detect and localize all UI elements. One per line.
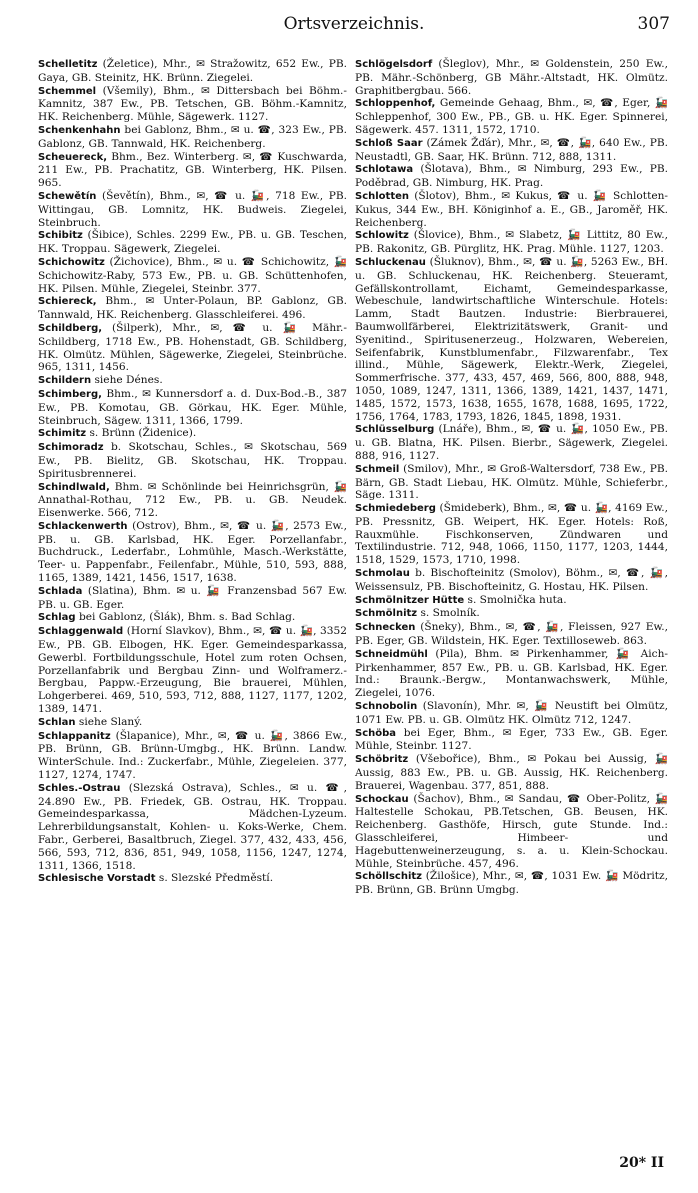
entry-text: (Žilošice), Mhr., ✉, ☎, 1031 Ew. 🚂 Mödritz, PB. Brünn, GB. Brünn Umgbg. (355, 870, 668, 897)
entry-text: (Slatina), Bhm. ✉ u. 🚂 Franzensbad 567 Ew. PB. u. GB. Eger. (38, 584, 347, 611)
entry-text: (Šneky), Bhm., ✉, ☎, 🚂, Fleissen, 927 Ew., PB. Eger, GB. Wildstein, HK. Eger. Textilloseweb. 863. (355, 621, 668, 648)
gazetteer-entry (38, 85, 347, 124)
gazetteer-entry (355, 229, 668, 256)
entry-headword: Schmeil (355, 463, 400, 475)
entry-text: s. Smolnička huta. (467, 593, 567, 606)
entry-headword: Schlögelsdorf (355, 59, 433, 70)
gazetteer-entry (355, 137, 668, 164)
gazetteer-entry (355, 700, 668, 727)
entry-headword: Schlackenwerth (38, 520, 128, 532)
gazetteer-entry (355, 502, 668, 567)
entry-text: (Všemily), Bhm., ✉ Dittersbach bei Böhm.-Kamnitz, 387 Ew., PB. Tetschen, GB. Böhm.-Kamnitz, HK. Reichenberg. Mühle, Sägewerk. 1127. (38, 84, 347, 124)
printer-signature: 20* II (619, 1155, 664, 1171)
entry-headword: Schmolau (355, 568, 410, 580)
entry-text: (Šilperk), Mhr., ✉, ☎ u. 🚂 Mähr.-Schildberg, 1718 Ew., PB. Hohenstadt, GB. Schildberg, HK. Olmütz. Mühlen, Sägewerke, Ziegelei, Steinbrüche. 965, 1311, 1456. (38, 321, 347, 374)
gazetteer-entry (355, 594, 668, 608)
right-column (355, 58, 668, 897)
entry-text: (Slavonín), Mhr. ✉, 🚂 Neustift bei Olmütz, 1071 Ew. PB. u. GB. Olmütz HK. Olmütz 712, 1247. (355, 700, 668, 726)
gazetteer-entry (38, 441, 347, 480)
gazetteer-entry (355, 793, 668, 871)
entry-text: (Ostrov), Bhm., ✉, ☎ u. 🚂, 2573 Ew., PB. u. GB. Karlsbad, HK. Eger. Porzellanfabr., Buchdruck., Lederfabr., Lohmühle, Masch.-Werkstätte, Teer- u. Pappenfabr., Feilenfabr., Mühle, 510, 593, 888, 1165, 1389, 1421, 1456, 1517, 1638. (38, 519, 348, 585)
entry-headword: Schibitz (38, 230, 83, 242)
gazetteer-entry (355, 423, 668, 462)
entry-headword: Schindlwald, (38, 481, 110, 493)
entry-text: (Žichovice), Bhm., ✉ u. ☎ Schichowitz, 🚂 Schichowitz-Raby, 573 Ew., PB. u. GB. Schüttenhofen, HK. Pilsen. Mühle, Ziegelei, Steinbr. 377. (38, 255, 347, 295)
gazetteer-entry (38, 374, 347, 388)
gazetteer-entry (38, 611, 347, 625)
entry-headword: Schluckenau (355, 256, 426, 268)
entry-text: bei Eger, Bhm., ✉ Eger, 733 Ew., GB. Eger. Mühle, Steinbr. 1127. (355, 726, 668, 753)
entry-text: (Všebořice), Bhm., ✉ Pokau bei Aussig, 🚂 Aussig, 883 Ew., PB. u. GB. Aussig, HK. Reichenberg. Brauerei, Wagenbau. 377, 851, 888. (355, 753, 669, 792)
entry-text: (Šibice), Schles. 2299 Ew., PB. u. GB. Teschen, HK. Troppau. Sägewerk, Ziegelei. (38, 229, 348, 256)
entry-headword: Schles.-Ostrau (38, 782, 121, 794)
entry-headword: Schneidmühl (355, 648, 428, 660)
entry-text: (Šmideberk), Bhm., ✉, ☎ u. 🚂, 4169 Ew., PB. Pressnitz, GB. Weipert, HK. Eger. Hotels: Roß, Rauxmühle. Fischkonserven, Zündwaren und Textilindustrie. 712, 948, 1066, 1150, 1177, 1203, 1444, 1518, 1529, 1573, 1710, 1998. (355, 502, 669, 567)
entry-text: (Smilov), Mhr., ✉ Groß-Waltersdorf, 738 Ew., PB. Bärn, GB. Stadt Liebau, HK. Olmütz. Mühle, Schieferbr., Säge. 1311. (355, 462, 668, 502)
entry-headword: Schmölnitz (355, 608, 418, 620)
entry-headword: Schnecken (355, 622, 416, 634)
entry-headword: Schemmel (38, 85, 97, 97)
entry-text: (Zámek Žďár), Mhr., ✉, ☎, 🚂, 640 Ew., PB. Neustadtl, GB. Saar, HK. Brünn. 712, 888, 1311. (355, 136, 668, 163)
entry-headword: Schockau (355, 793, 409, 805)
entry-headword: Schildern (38, 375, 92, 387)
entry-headword: Schlowitz (355, 230, 409, 242)
entry-text: (Lnáře), Bhm., ✉, ☎ u. 🚂, 1050 Ew., PB. u. GB. Blatna, HK. Pilsen. Bierbr., Sägewerk, Ziegelei. 888, 916, 1127. (355, 423, 668, 462)
page-header (38, 14, 670, 40)
entry-headword: Schlaggenwald (38, 626, 124, 638)
gazetteer-entry (38, 520, 347, 585)
entry-text: siehe Dénes. (94, 374, 163, 387)
gazetteer-entry (355, 870, 668, 897)
entry-headword: Schelletitz (38, 59, 98, 70)
entry-text: Bhm. ✉ Schönlinde bei Heinrichsgrün, 🚂 Annathal-Rothau, 712 Ew., PB. u. GB. Neudek. Eisenwerke. 566, 712. (38, 480, 347, 520)
entry-headword: Schlappanitz (38, 730, 111, 742)
entry-headword: Schlotawa (355, 164, 414, 176)
gazetteer-entry (355, 256, 668, 423)
gazetteer-entry (38, 625, 347, 716)
gazetteer-entry (355, 567, 668, 594)
entry-text: bei Gablonz, Bhm., ✉ u. ☎, 323 Ew., PB. Gablonz, GB. Tannwald, HK. Reichenberg. (38, 123, 347, 150)
entry-text: siehe Slaný. (78, 715, 143, 728)
entry-headword: Schimberg, (38, 388, 102, 400)
entry-text: Bhm., ✉ Kunnersdorf a. d. Dux-Bod.-B., 387 Ew., PB. Komotau, GB. Görkau, HK. Eger. Mühle, Steinbruch, Sägew. 1311, 1366, 1799. (38, 387, 347, 427)
entry-text: Bhm., ✉ Unter-Polaun, BP. Gablonz, GB. Tannwald, HK. Reichenberg. Glasschleiferei. 496. (38, 295, 347, 322)
gazetteer-entry (38, 295, 347, 322)
gazetteer-entry (38, 58, 347, 85)
entry-headword: Schlüsselburg (355, 424, 435, 436)
gazetteer-entry (38, 388, 347, 427)
page-title: Ortsverzeichnis. (283, 14, 425, 34)
entry-text: s. Brünn (Židenice). (89, 427, 197, 440)
gazetteer-entry (355, 463, 668, 502)
gazetteer-entry (355, 648, 668, 700)
gazetteer-entry (38, 782, 347, 873)
gazetteer-entry (355, 58, 668, 97)
entry-headword: Schöba (355, 727, 397, 739)
entry-headword: Schmiedeberg (355, 503, 436, 515)
gazetteer-entry (38, 124, 347, 151)
entry-headword: Schildberg, (38, 322, 103, 334)
gazetteer-entry (355, 607, 668, 621)
entry-text: b. Bischofteinitz (Smolov), Böhm., ✉, ☎, 🚂, Weissensulz, PB. Bischofteinitz, G. Hostau, HK. Pilsen. (355, 567, 668, 593)
gazetteer-entry (38, 716, 347, 730)
gazetteer-entry (38, 322, 347, 374)
entry-headword: Schlotten (355, 190, 410, 202)
entry-text: (Šachov), Bhm., ✉ Sandau, ☎ Ober-Politz, 🚂 Haltestelle Schokau, PB.Tetschen, GB. Beusen, HK. Reichenberg. Gasthöfe, Hirsch, gute Stunde. Ind.: Glasschleiferei, Himbeer- und Hagebuttenweinerzeugung, s. a. u. Klein-Schockau. Mühle, Steinbrüche. 457, 496. (355, 792, 668, 870)
entry-text: (Šlotava), Bhm., ✉ Nimburg, 293 Ew., PB. Poděbrad, GB. Nimburg, HK. Prag. (355, 163, 668, 190)
entry-text: (Pila), Bhm. ✉ Pirkenhammer, 🚂 Aich-Pirkenhammer, 857 Ew., PB. u. GB. Karlsbad, HK. Eger. Ind.: Braunk.-Bergw., Montanwachswerk, Mühle, Ziegelei, 1076. (355, 647, 668, 700)
gazetteer-entry (38, 229, 347, 256)
entry-headword: Schloppenhof, (355, 98, 436, 110)
entry-headword: Schlesische Vorstadt (38, 873, 156, 885)
entry-headword: Schmölnitzer Hütte (355, 594, 465, 606)
entry-text: (Šlotov), Bhm., ✉ Kukus, ☎ u. 🚂 Schlotten-Kukus, 344 Ew., BH. Königinhof a. E., GB., Jaroměř, HK. Reichenberg. (355, 189, 668, 229)
entry-text: (Šleglov), Mhr., ✉ Goldenstein, 250 Ew., PB. Mähr.-Schönberg, GB Mähr.-Altstadt, HK. Olmütz. Graphitbergbau. 566. (355, 58, 668, 97)
gazetteer-entry (38, 481, 347, 520)
entry-headword: Schöbritz (355, 754, 409, 766)
entry-headword: Scheuereck, (38, 151, 108, 163)
entry-headword: Schewětín (38, 190, 97, 202)
entry-text: Bhm., Bez. Winterberg. ✉, ☎ Kuschwarda, 211 Ew., PB. Prachatitz, GB. Winterberg, HK. Pilsen. 965. (38, 150, 348, 190)
gazetteer-entry (38, 151, 347, 190)
entry-headword: Schenkenhahn (38, 124, 121, 136)
entry-headword: Schöllschitz (355, 871, 423, 883)
gazetteer-entry (355, 727, 668, 754)
gazetteer-entry (355, 190, 668, 229)
entry-text: bei Gablonz, (Šlák), Bhm. s. Bad Schlag. (78, 611, 296, 624)
entry-headword: Schloß Saar (355, 137, 423, 149)
entry-headword: Schimoradz (38, 442, 104, 454)
entry-headword: Schichowitz (38, 256, 105, 268)
left-column (38, 58, 347, 886)
gazetteer-entry (38, 427, 347, 441)
entry-headword: Schlan (38, 716, 76, 728)
entry-text: s. Slezské Předměstí. (158, 872, 274, 885)
entry-text: (Šlovice), Bhm., ✉ Slabetz, 🚂 Littitz, 80 Ew., PB. Rakonitz, GB. Pürglitz, HK. Prag. Mühle. 1127, 1203. (355, 229, 668, 256)
page-number: 307 (637, 14, 670, 34)
entry-text: (Ševětín), Bhm., ✉, ☎ u. 🚂, 718 Ew., PB. Wittingau, GB. Lomnitz, HK. Budweis. Ziegelei, Steinbruch. (38, 189, 347, 229)
entry-text: (Šluknov), Bhm., ✉, ☎ u. 🚂, 5263 Ew., BH. u. GB. Schluckenau, HK. Reichenberg. Steueramt, Gefällskontrollamt, Eichamt, Gemeindesparkasse, Webeschule, landwirtschaftliche Winterschule. Hotels: Lamm, Stadt Bautzen. Industrie: Bierbrauerei, Baumwollfärberei, Elektrizitätswerk, Granit- und Syenitind., Spiritusenerzeug., Holzwaren, Webereien, Seifenfabrik, Kunstblumenfabr., Filzwarenfabr., Tex illind., Mühle, Sägewerk, Elektr.-Werk, Ziegelei, Sommerfrische. 377, 433, 457, 469, 566, 800, 888, 948, 1050, 1089, 1247, 1311, 1366, 1389, 1421, 1437, 1471, 1485, 1572, 1573, 1638, 1655, 1678, 1688, 1695, 1722, 1756, 1764, 1783, 1793, 1826, 1845, 1898, 1931. (355, 255, 668, 423)
entry-headword: Schnobolin (355, 701, 418, 713)
gazetteer-entry (38, 872, 347, 886)
entry-headword: Schlada (38, 585, 83, 597)
entry-headword: Schiereck, (38, 296, 97, 308)
gazetteer-entry (355, 621, 668, 648)
entry-headword: Schlag (38, 612, 76, 624)
gazetteer-entry (355, 97, 668, 136)
gazetteer-entry (38, 585, 347, 612)
entry-headword: Schimitz (38, 428, 87, 440)
entry-text: Gemeinde Gehaag, Bhm., ✉, ☎, Eger, 🚂 Schleppenhof, 300 Ew., PB., GB. u. HK. Eger. Spinnerei, Sägewerk. 457. 1311, 1572, 1710. (355, 97, 668, 136)
entry-text: (Šlapanice), Mhr., ✉, ☎ u. 🚂, 3866 Ew., PB. Brünn, GB. Brünn-Umgbg., HK. Brünn. Landw. WinterSchule. Ind.: Zuckerfabr., Mühle, Ziegeleien. 377, 1127, 1274, 1747. (38, 729, 347, 782)
gazetteer-entry (38, 256, 347, 295)
entry-text: (Horní Slavkov), Bhm., ✉, ☎ u. 🚂, 3352 Ew., PB. GB. Elbogen, HK. Eger. Gemeindesparkassa, Gewerbl. Fortbildungsschule, Hotel zum roten Ochsen, Porzellanfabrik und Bergbau Zinn- und Wolframerz.-Bergbau, Pappw.-Erzeugung, Bie brauerei, Mühlen, Lohgerberei. 469, 510, 593, 712, 888, 1127, 1177, 1202, 1389, 1471. (38, 625, 347, 716)
gazetteer-entry (355, 163, 668, 190)
entry-text: (Slezská Ostrava), Schles., ✉ u. ☎, 24.890 Ew., PB. Friedek, GB. Ostrau, HK. Troppau. Gemeindesparkassa, Mädchen-Lyzeum. Lehrerbildungsanstalt, Kohlen- u. Koks-Werke, Chem. Fabr., Gerberei, Basaltbruch, Ziegel. 377, 432, 433, 456, 566, 593, 712, 836, 851, 949, 1058, 1156, 1247, 1274, 1311, 1366, 1518. (38, 781, 348, 872)
entry-text: s. Smolník. (420, 607, 480, 620)
gazetteer-entry (38, 730, 347, 782)
entry-text: b. Skotschau, Schles., ✉ Skotschau, 569 Ew., PB. Bielitz, GB. Skotschau, HK. Troppau. Spiritusbrennerei. (38, 441, 348, 480)
gazetteer-entry (355, 753, 668, 792)
entry-text: (Želetice), Mhr., ✉ Stražowitz, 652 Ew., PB. Gaya, GB. Steinitz, HK. Brünn. Ziegelei. (38, 58, 347, 84)
gazetteer-entry (38, 190, 347, 229)
